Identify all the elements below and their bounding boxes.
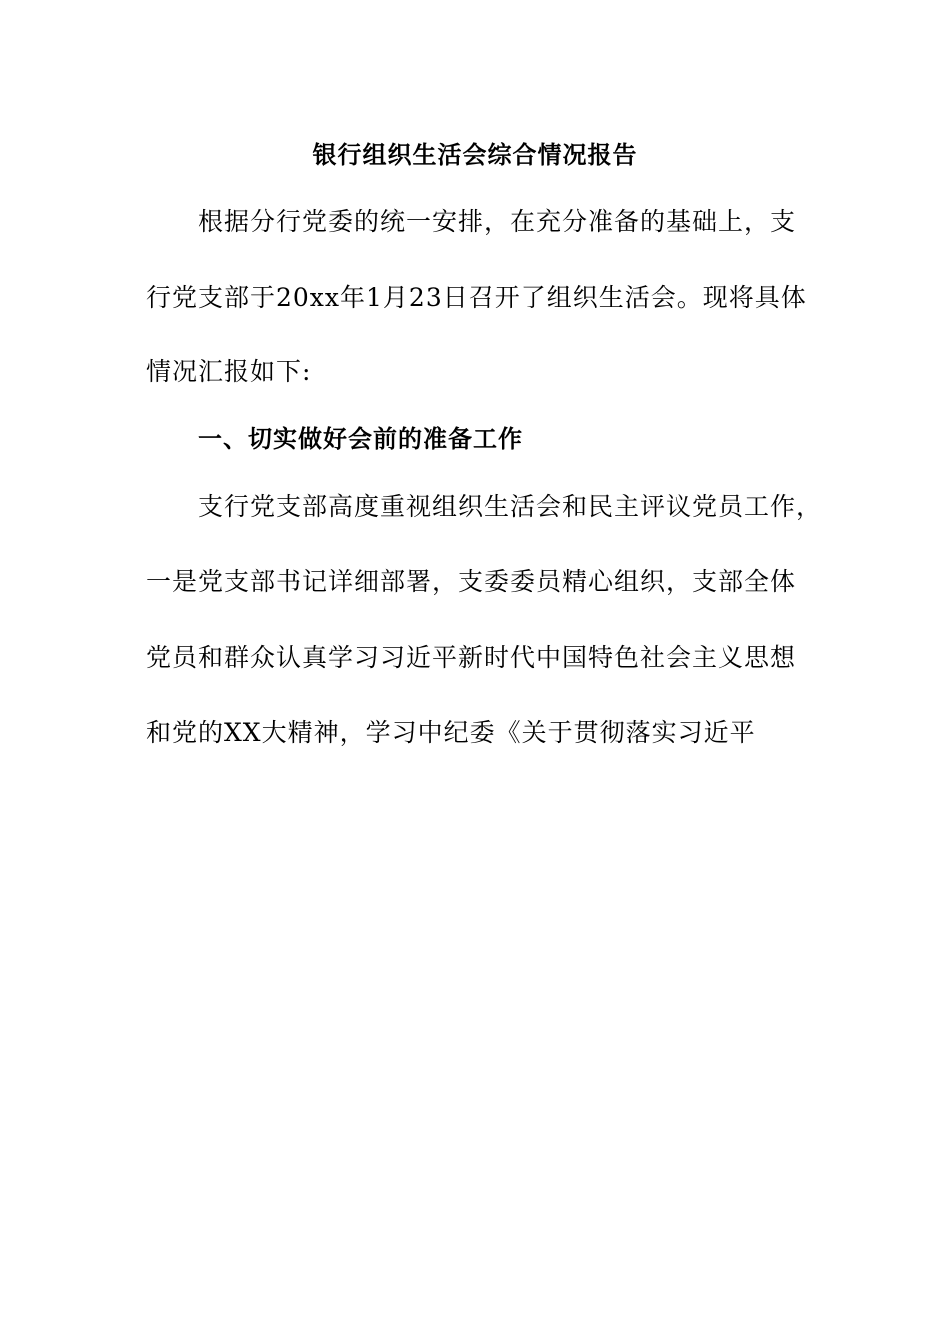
section-heading-1: 一、切实做好会前的准备工作 <box>198 425 523 453</box>
paragraph-1-line-2: 行党支部于20xx年1月23日召开了组织生活会。现将具体 <box>146 283 807 312</box>
paragraph-2-line-2: 一是党支部书记详细部署，支委委员精心组织，支部全体 <box>146 567 797 596</box>
paragraph-1-line-3: 情况汇报如下: <box>146 357 312 386</box>
paragraph-1-line-1: 根据分行党委的统一安排，在充分准备的基础上，支 <box>198 207 797 236</box>
paragraph-2-line-4: 和党的XX大精神，学习中纪委《关于贯彻落实习近平 <box>146 718 756 747</box>
paragraph-2-line-1: 支行党支部高度重视组织生活会和民主评议党员工作， <box>198 492 823 521</box>
paragraph-2-line-3: 党员和群众认真学习习近平新时代中国特色社会主义思想 <box>146 643 797 672</box>
document-title: 银行组织生活会综合情况报告 <box>312 141 638 169</box>
